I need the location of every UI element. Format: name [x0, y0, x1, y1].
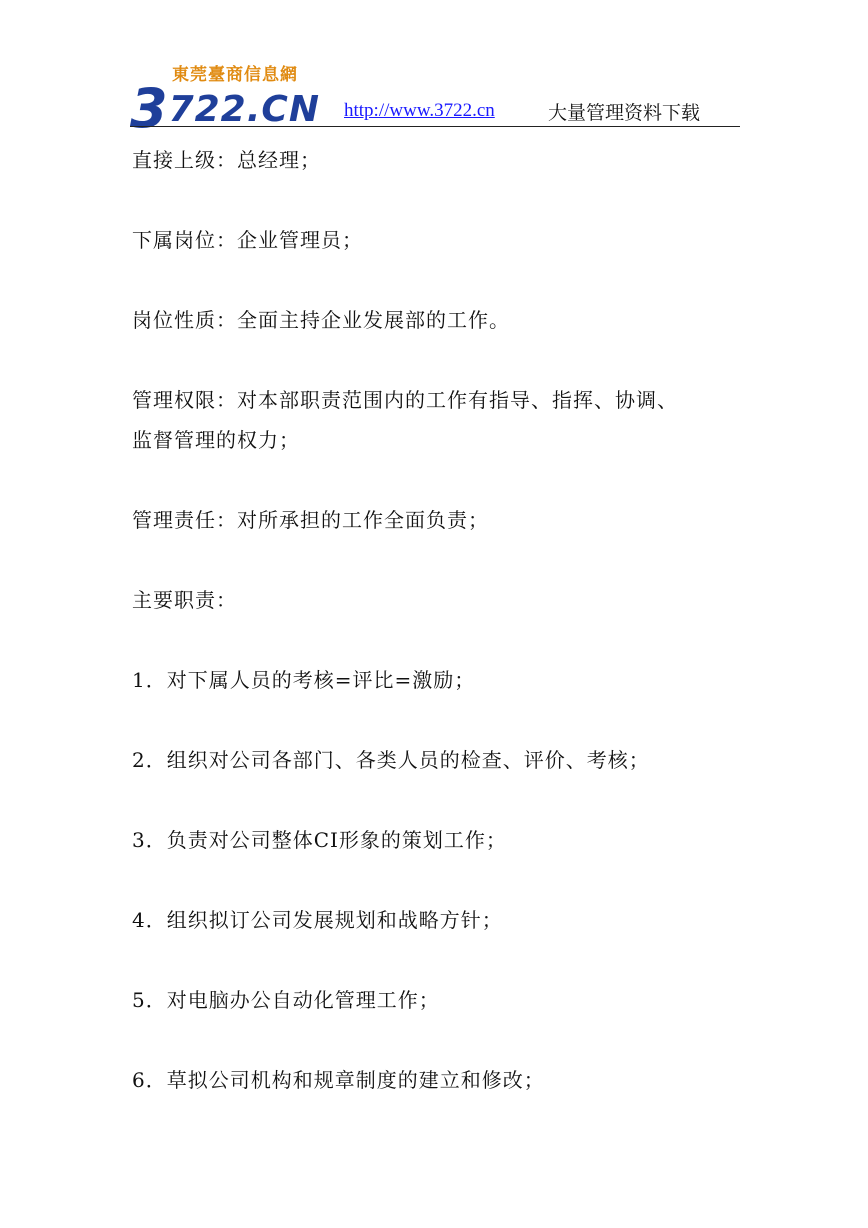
superior-line: 直接上级：总经理； — [132, 148, 321, 172]
logo-domain: 722.CN — [168, 89, 320, 130]
subordinate-line: 下属岗位：企业管理员； — [132, 228, 363, 252]
header-divider — [130, 126, 740, 127]
duty-item-5: 5．对电脑办公自动化管理工作； — [132, 988, 440, 1012]
logo-domain-text — [130, 76, 320, 140]
page-header — [130, 58, 740, 140]
duty-item-2: 2．组织对公司各部门、各类人员的检查、评价、考核； — [132, 748, 650, 772]
duty-item-1: 1．对下属人员的考核=评比=激励； — [132, 668, 476, 692]
site-url-link[interactable]: http://www.3722.cn — [344, 100, 495, 121]
duties-heading: 主要职责： — [132, 588, 237, 612]
duty-item-3: 3．负责对公司整体CI形象的策划工作； — [132, 828, 507, 852]
duty-item-4: 4．组织拟订公司发展规划和战略方针； — [132, 908, 503, 932]
authority-line: 管理权限：对本部职责范围内的工作有指导、指挥、协调、 — [132, 388, 678, 412]
site-logo[interactable] — [130, 58, 320, 140]
responsibility-line: 管理责任：对所承担的工作全面负责； — [132, 508, 489, 532]
document-body — [132, 140, 742, 1140]
nature-line: 岗位性质：全面主持企业发展部的工作。 — [132, 308, 510, 332]
duty-item-6: 6．草拟公司机构和规章制度的建立和修改； — [132, 1068, 545, 1092]
logo-chinese-text: 東莞臺商信息網 — [172, 65, 298, 85]
header-tagline: 大量管理资料下载 — [548, 102, 701, 124]
logo-digit: 3 — [130, 77, 169, 140]
authority-line-continued: 监督管理的权力； — [132, 428, 300, 452]
